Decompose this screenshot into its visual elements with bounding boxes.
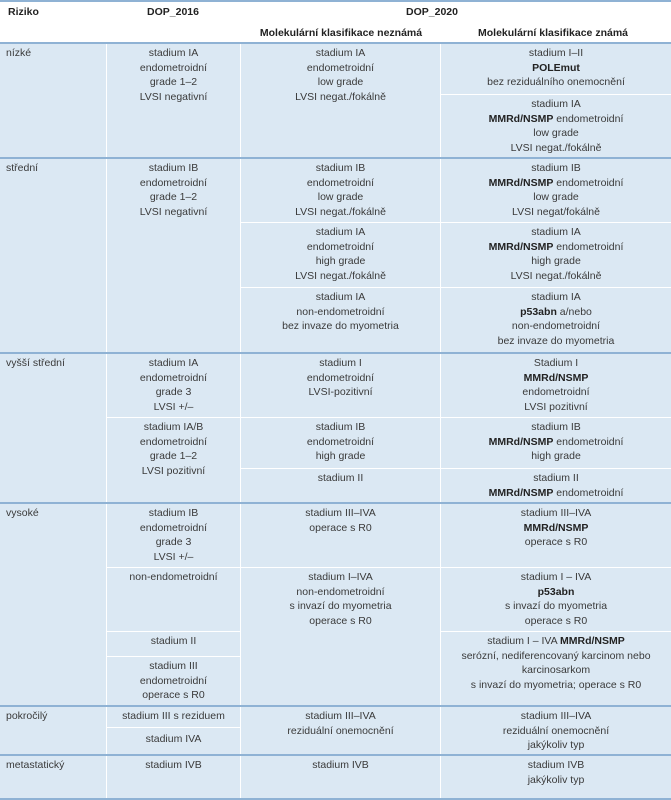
cell-line: stadium IB bbox=[148, 162, 199, 174]
cell-line bbox=[441, 678, 671, 693]
known-class-cell bbox=[441, 707, 671, 754]
cell-text: stadium II bbox=[533, 472, 579, 484]
unknown-class-cell bbox=[241, 159, 440, 222]
cell-line: střední bbox=[6, 162, 39, 174]
cell-line: stadium IB bbox=[315, 421, 366, 433]
cell-text: stadium IVB bbox=[527, 759, 585, 771]
cell-line: stadium IA/B bbox=[143, 421, 204, 433]
molecular-marker: MMRd/NSMP bbox=[488, 176, 554, 189]
molecular-marker: MMRd/NSMP bbox=[488, 435, 554, 448]
cell-line: stadium IVB bbox=[312, 759, 369, 771]
cell-text: serózní, nediferencovaný karcinom nebo bbox=[461, 649, 651, 662]
cell-line bbox=[441, 371, 671, 386]
unknown-class-cell bbox=[241, 756, 440, 798]
cell-line: operace s R0 bbox=[142, 689, 205, 702]
cell-line: LVSI +/– bbox=[153, 550, 194, 563]
cell-line: endometroidní bbox=[139, 435, 208, 448]
cell-line bbox=[441, 254, 671, 269]
cell-line bbox=[441, 570, 671, 585]
cell-line bbox=[441, 190, 671, 205]
cell-line bbox=[441, 290, 671, 305]
dop2016-cell bbox=[107, 756, 240, 798]
cell-line: stadium IB bbox=[148, 507, 199, 519]
cell-line bbox=[441, 773, 671, 788]
header-known-classification: Molekulární klasifikace známá bbox=[478, 27, 628, 39]
dop2016-cell bbox=[107, 728, 240, 754]
cell-line: stadium III bbox=[149, 660, 198, 672]
cell-text: karcinosarkom bbox=[521, 664, 591, 677]
cell-text: stadium I–II bbox=[528, 47, 584, 59]
cell-text: stadium IA bbox=[531, 98, 581, 110]
cell-line: non-endometroidní bbox=[296, 585, 385, 598]
cell-line bbox=[441, 176, 671, 191]
cell-text: endometroidní bbox=[553, 240, 624, 253]
cell-line bbox=[441, 141, 671, 156]
molecular-marker: MMRd/NSMP bbox=[523, 371, 589, 384]
dop2016-cell bbox=[107, 418, 240, 502]
unknown-class-cell bbox=[241, 288, 440, 352]
molecular-marker: MMRd/NSMP bbox=[488, 240, 554, 253]
cell-line bbox=[441, 334, 671, 349]
cell-line bbox=[441, 240, 671, 255]
cell-line: LVSI negativní bbox=[139, 90, 208, 103]
known-class-cell bbox=[441, 504, 671, 567]
known-class-cell bbox=[441, 159, 671, 222]
cell-line: endometroidní bbox=[306, 371, 375, 384]
cell-line: endometroidní bbox=[306, 435, 375, 448]
cell-line: metastatický bbox=[6, 759, 65, 771]
unknown-class-cell bbox=[241, 707, 440, 754]
cell-line: high grade bbox=[315, 450, 366, 463]
cell-line: stadium III–IVA bbox=[305, 710, 376, 722]
cell-line: grade 1–2 bbox=[149, 76, 198, 89]
cell-line bbox=[441, 161, 671, 176]
cell-line: stadium IA bbox=[315, 291, 366, 303]
risk-cell-vysoke bbox=[0, 504, 106, 705]
cell-line: grade 3 bbox=[155, 536, 192, 549]
cell-line: LVSI negat./fokálně bbox=[295, 269, 386, 282]
cell-line bbox=[441, 269, 671, 284]
unknown-class-cell bbox=[241, 568, 440, 705]
risk-cell-metastaticky bbox=[0, 756, 106, 798]
cell-line bbox=[441, 400, 671, 415]
unknown-class-cell bbox=[241, 469, 440, 502]
cell-line: operace s R0 bbox=[309, 521, 372, 534]
cell-line bbox=[441, 758, 671, 773]
cell-line bbox=[441, 471, 671, 486]
cell-text: a/nebo bbox=[556, 305, 592, 318]
cell-text: stadium IB bbox=[531, 421, 581, 433]
dop2016-cell bbox=[107, 707, 240, 727]
cell-text: s invazí do myometria; operace s R0 bbox=[470, 678, 642, 691]
cell-text: endometroidní bbox=[553, 112, 624, 125]
unknown-class-cell bbox=[241, 223, 440, 287]
cell-line bbox=[441, 535, 671, 550]
cell-text: operace s R0 bbox=[524, 536, 588, 549]
cell-text: LVSI pozitivní bbox=[524, 400, 588, 413]
cell-text: LVSI negat./fokálně bbox=[510, 269, 602, 282]
risk-cell-vyssi-stredni bbox=[0, 354, 106, 502]
cell-line: grade 1–2 bbox=[149, 191, 198, 204]
cell-line bbox=[441, 420, 671, 435]
cell-line: stadium IA bbox=[148, 47, 199, 59]
cell-line: stadium IVB bbox=[145, 759, 202, 771]
molecular-marker: MMRd/NSMP bbox=[523, 521, 589, 534]
cell-line bbox=[441, 709, 671, 724]
cell-line: endometroidní bbox=[306, 176, 375, 189]
cell-text: endometroidní bbox=[553, 486, 624, 499]
cell-line: stadium II bbox=[150, 635, 197, 647]
cell-text: LVSI negat/fokálně bbox=[512, 205, 600, 218]
cell-line: grade 1–2 bbox=[149, 450, 198, 463]
cell-line: LVSI negat./fokálně bbox=[295, 90, 386, 103]
known-class-cell bbox=[441, 469, 671, 502]
known-class-cell bbox=[441, 568, 671, 631]
cell-text: jakýkoliv typ bbox=[527, 773, 585, 786]
cell-text: high grade bbox=[531, 450, 581, 463]
known-class-cell bbox=[441, 95, 671, 157]
cell-line bbox=[441, 634, 671, 649]
dop2016-cell bbox=[107, 354, 240, 417]
cell-text: stadium IB bbox=[531, 162, 581, 174]
cell-line bbox=[441, 305, 671, 320]
cell-line: stadium I–IVA bbox=[308, 571, 373, 583]
dop2016-cell bbox=[107, 44, 240, 157]
cell-text: Stadium I bbox=[533, 357, 579, 369]
cell-line bbox=[441, 614, 671, 629]
cell-text: endometroidní bbox=[522, 386, 590, 399]
cell-line: stadium III–IVA bbox=[305, 507, 376, 519]
cell-text: endometroidní bbox=[553, 176, 624, 189]
cell-text: stadium III–IVA bbox=[520, 507, 592, 519]
molecular-marker: MMRd/NSMP bbox=[488, 486, 554, 499]
cell-line bbox=[441, 738, 671, 753]
molecular-marker: p53abn bbox=[520, 305, 557, 318]
cell-text: operace s R0 bbox=[524, 614, 588, 627]
cell-line bbox=[441, 385, 671, 400]
cell-text: bez reziduálního onemocnění bbox=[487, 76, 625, 89]
header-riziko: Riziko bbox=[8, 6, 39, 18]
cell-line: stadium II bbox=[317, 472, 364, 484]
cell-line bbox=[441, 97, 671, 112]
cell-line bbox=[441, 486, 671, 501]
cell-line: vyšší střední bbox=[6, 357, 65, 369]
cell-line: endometroidní bbox=[139, 674, 208, 687]
cell-line bbox=[441, 205, 671, 220]
cell-line bbox=[441, 435, 671, 450]
cell-text: s invazí do myometria bbox=[504, 600, 608, 613]
cell-line: s invazí do myometria bbox=[289, 600, 392, 613]
cell-line: non-endometroidní bbox=[129, 571, 218, 583]
cell-line: nízké bbox=[6, 47, 32, 59]
cell-text: stadium IA bbox=[531, 291, 581, 303]
cell-text: bez invaze do myometria bbox=[497, 334, 615, 347]
cell-line bbox=[441, 449, 671, 464]
cell-line: LVSI pozitivní bbox=[141, 464, 206, 477]
cell-text: stadium IA bbox=[531, 226, 581, 238]
cell-text: endometroidní bbox=[553, 435, 624, 448]
cell-text: stadium I – IVA bbox=[520, 571, 592, 583]
molecular-marker: p53abn bbox=[537, 585, 575, 598]
cell-line: operace s R0 bbox=[309, 614, 372, 627]
cell-line: non-endometroidní bbox=[296, 305, 385, 318]
cell-line bbox=[441, 649, 671, 664]
known-class-cell bbox=[441, 632, 671, 705]
cell-line: endometroidní bbox=[139, 176, 208, 189]
cell-line: stadium IA bbox=[315, 226, 366, 238]
header-dop2016: DOP_2016 bbox=[147, 6, 199, 18]
cell-line: stadium IA bbox=[315, 47, 366, 59]
cell-line bbox=[441, 356, 671, 371]
cell-line bbox=[441, 126, 671, 141]
known-class-cell bbox=[441, 756, 671, 798]
cell-line bbox=[441, 61, 671, 76]
cell-line: LVSI negat./fokálně bbox=[295, 205, 386, 218]
cell-line: stadium IVA bbox=[145, 733, 202, 745]
risk-cell-pokrocily bbox=[0, 707, 106, 754]
risk-cell-nizke bbox=[0, 44, 106, 157]
risk-cell-stredni bbox=[0, 159, 106, 352]
dop2016-cell bbox=[107, 504, 240, 567]
molecular-marker: MMRd/NSMP bbox=[488, 112, 554, 125]
cell-line bbox=[441, 724, 671, 739]
cell-line bbox=[441, 112, 671, 127]
cell-line bbox=[441, 599, 671, 614]
cell-line bbox=[441, 506, 671, 521]
cell-line bbox=[441, 75, 671, 90]
known-class-cell bbox=[441, 44, 671, 94]
cell-line: endometroidní bbox=[139, 521, 208, 534]
dop2016-cell bbox=[107, 568, 240, 631]
cell-line: LVSI +/– bbox=[153, 400, 194, 413]
unknown-class-cell bbox=[241, 504, 440, 567]
cell-line: high grade bbox=[315, 255, 366, 268]
cell-line: bez invaze do myometria bbox=[282, 320, 399, 333]
molecular-marker: POLEmut bbox=[532, 61, 580, 74]
dop2016-cell bbox=[107, 159, 240, 352]
cell-line bbox=[441, 319, 671, 334]
cell-line: endometroidní bbox=[139, 371, 208, 384]
cell-line bbox=[441, 585, 671, 600]
cell-text: low grade bbox=[533, 191, 579, 204]
top-border bbox=[0, 0, 671, 2]
cell-line: LVSI-pozitivní bbox=[308, 386, 373, 399]
cell-line: stadium I bbox=[319, 357, 362, 369]
header-unknown-classification: Molekulární klasifikace neznámá bbox=[259, 27, 423, 39]
unknown-class-cell bbox=[241, 354, 440, 417]
cell-line bbox=[441, 46, 671, 61]
known-class-cell bbox=[441, 223, 671, 287]
cell-line: grade 3 bbox=[155, 386, 192, 399]
known-class-cell bbox=[441, 418, 671, 468]
cell-line: reziduální onemocnění bbox=[287, 724, 394, 737]
cell-line: low grade bbox=[317, 76, 364, 89]
cell-line: stadium III s reziduem bbox=[122, 710, 225, 722]
cell-text: high grade bbox=[531, 255, 581, 268]
cell-line: low grade bbox=[317, 191, 364, 204]
cell-text: low grade bbox=[533, 127, 579, 140]
known-class-cell bbox=[441, 354, 671, 417]
dop2016-cell bbox=[107, 657, 240, 705]
cell-text: reziduální onemocnění bbox=[502, 724, 610, 737]
cell-line bbox=[441, 663, 671, 678]
unknown-class-cell bbox=[241, 418, 440, 468]
dop2016-cell bbox=[107, 632, 240, 656]
cell-line: stadium IB bbox=[315, 162, 366, 174]
cell-line: stadium IA bbox=[148, 357, 199, 369]
cell-line: LVSI negativní bbox=[139, 205, 208, 218]
cell-text: stadium III–IVA bbox=[520, 710, 592, 722]
cell-text: LVSI negat./fokálně bbox=[510, 141, 602, 154]
cell-line: endometroidní bbox=[139, 61, 208, 74]
header-dop2020: DOP_2020 bbox=[406, 6, 458, 18]
cell-line bbox=[441, 225, 671, 240]
unknown-class-cell bbox=[241, 44, 440, 157]
cell-text: stadium I – IVA bbox=[487, 635, 560, 647]
cell-text: non-endometroidní bbox=[511, 320, 601, 333]
cell-text: jakýkoliv typ bbox=[527, 739, 585, 752]
cell-line bbox=[441, 521, 671, 536]
cell-line: endometroidní bbox=[306, 61, 375, 74]
cell-line: vysoké bbox=[6, 507, 39, 519]
known-class-cell bbox=[441, 288, 671, 352]
cell-line: endometroidní bbox=[306, 240, 375, 253]
cell-line: pokročilý bbox=[6, 710, 48, 722]
molecular-marker: MMRd/NSMP bbox=[560, 635, 625, 647]
